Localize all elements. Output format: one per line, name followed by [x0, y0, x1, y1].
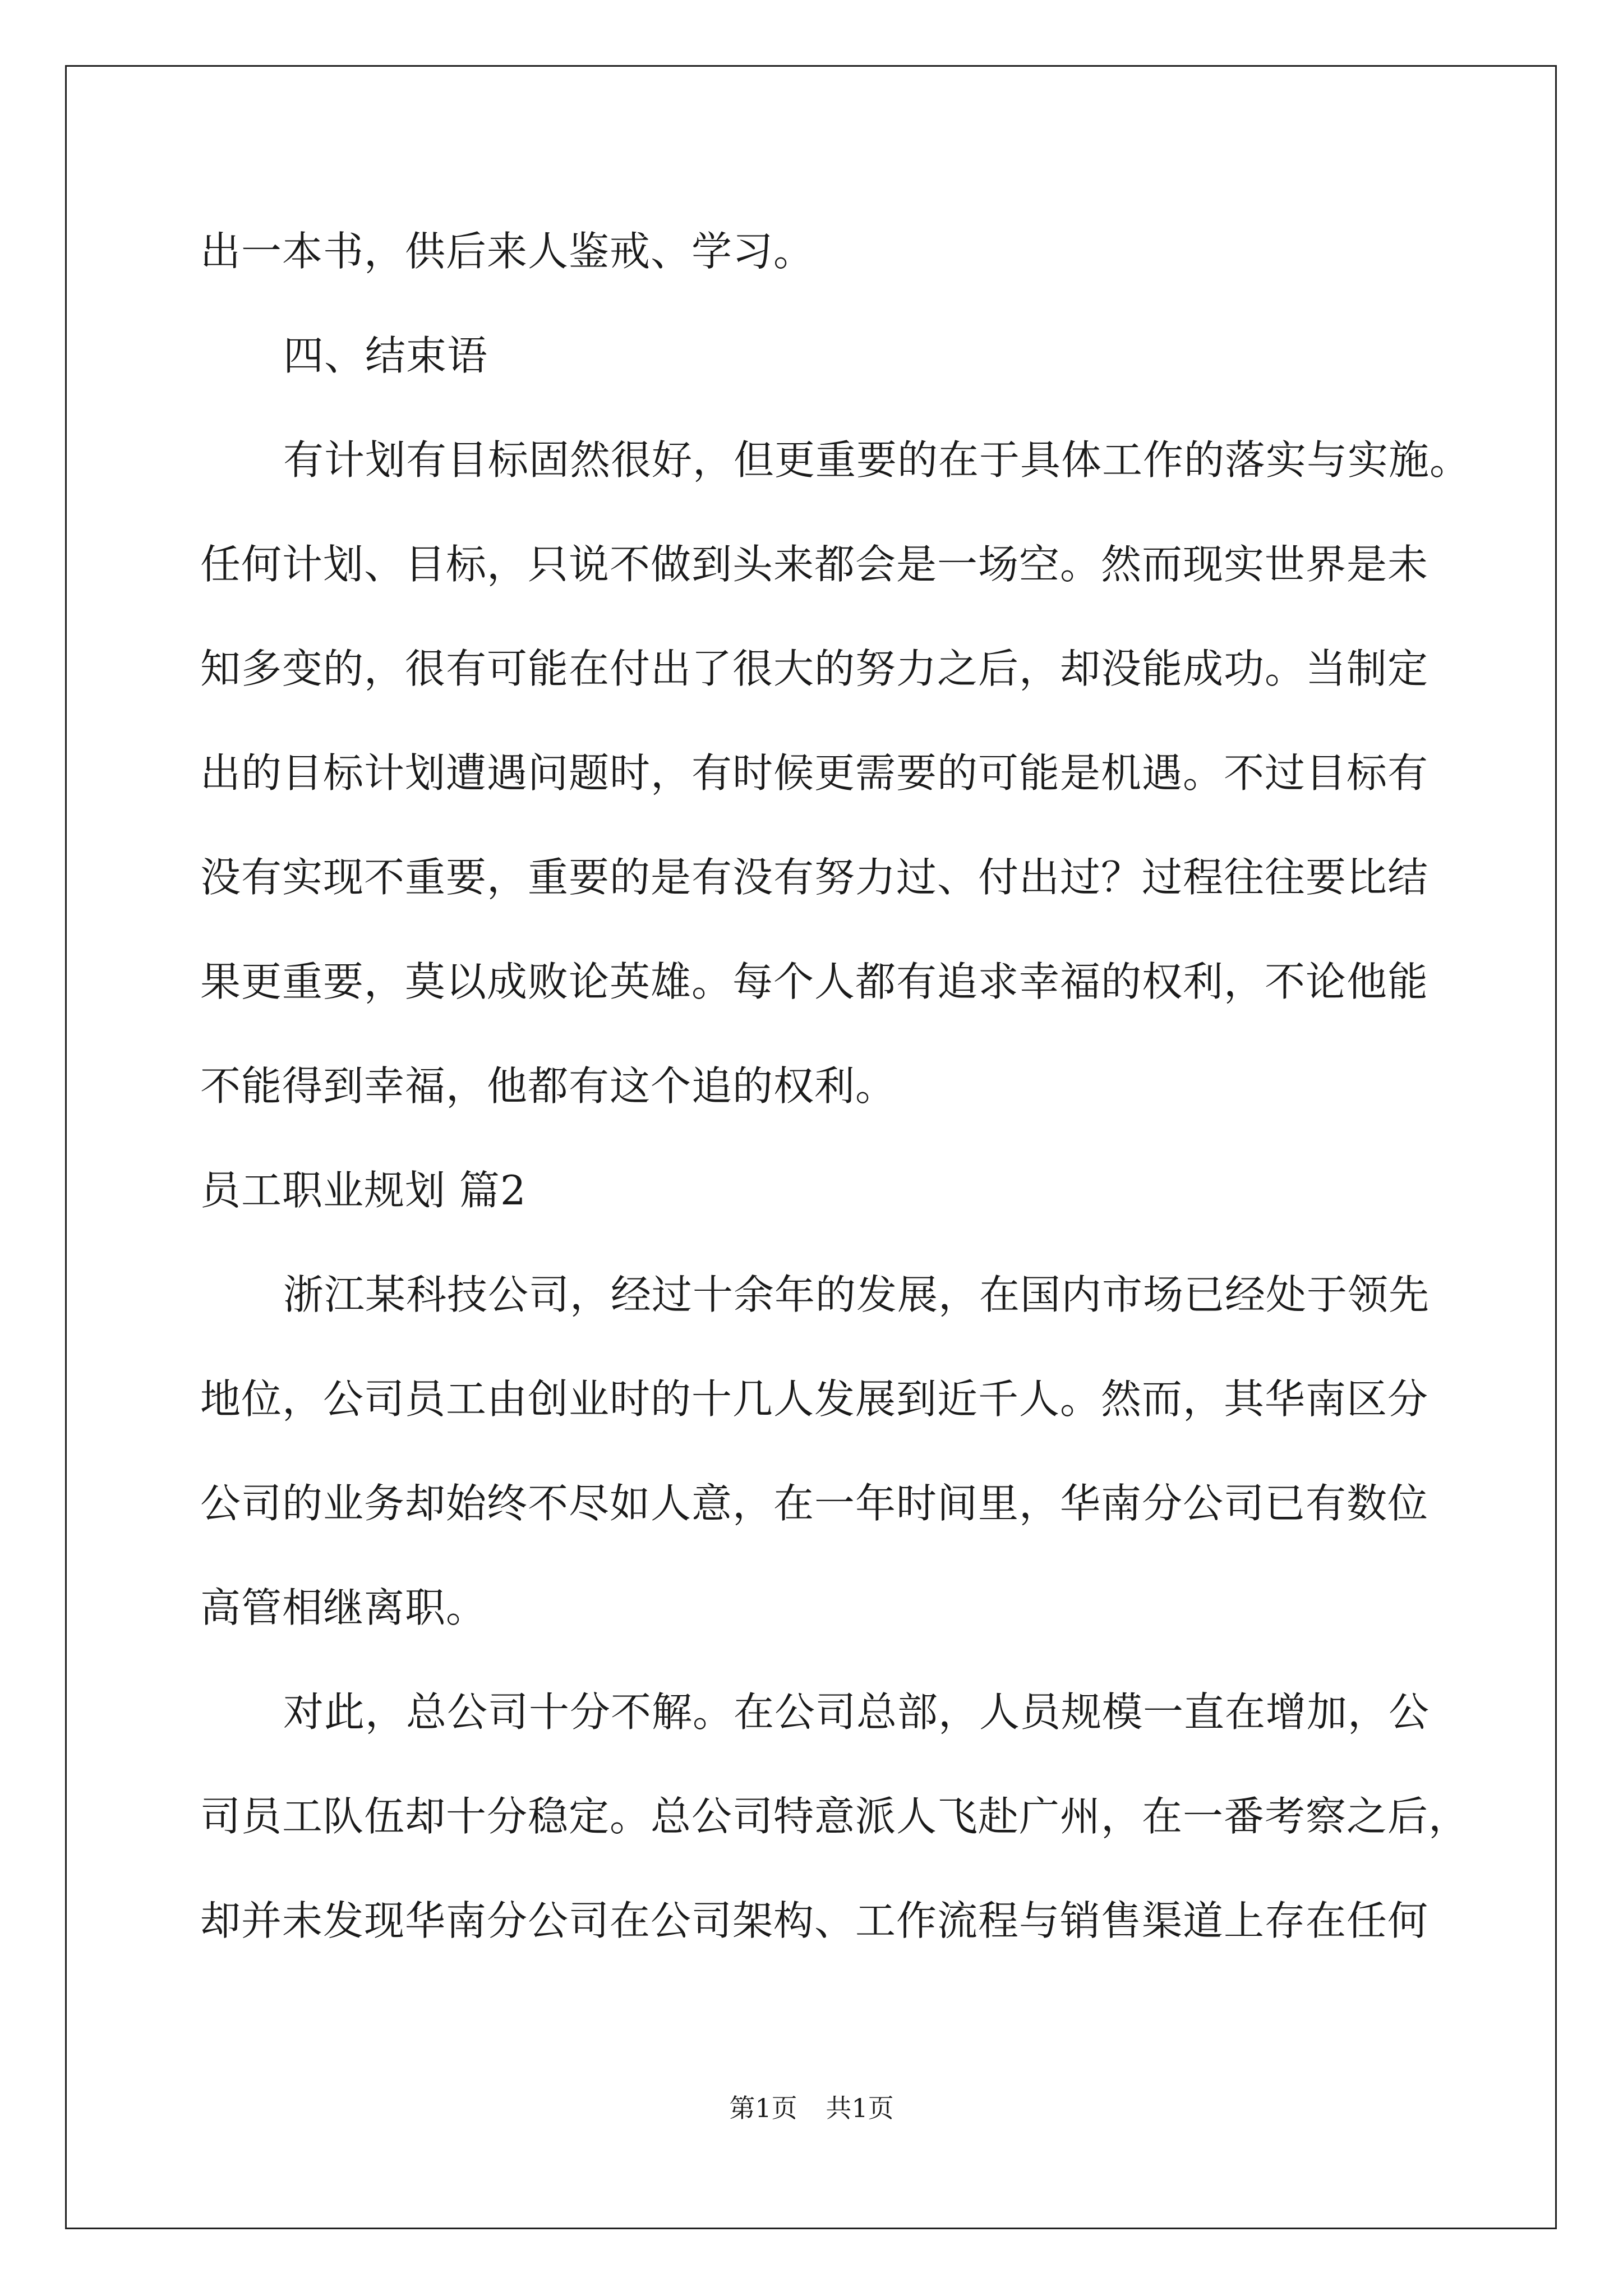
text-line: 有计划有目标固然很好，但更重要的在于具体工作的落实与实施。	[283, 436, 1471, 484]
text-line: 不能得到幸福，他都有这个追的权利。	[200, 1062, 897, 1110]
page-footer	[0, 2088, 1623, 2125]
text-line: 司员工队伍却十分稳定。总公司特意派人飞赴广州，在一番考察之后，	[200, 1793, 1470, 1840]
text-line: 没有实现不重要，重要的是有没有努力过、付出过？过程往往要比结	[200, 854, 1429, 901]
text-line: 却并未发现华南分公司在公司架构、工作流程与销售渠道上存在任何	[200, 1897, 1429, 1944]
text-line: 任何计划、目标，只说不做到头来都会是一场空。然而现实世界是未	[200, 541, 1429, 588]
article-title: 员工职业规划 篇2	[200, 1167, 527, 1214]
text-line: 果更重要，莫以成败论英雄。每个人都有追求幸福的权利，不论他能	[200, 958, 1429, 1005]
text-line: 知多变的，很有可能在付出了很大的努力之后，却没能成功。当制定	[200, 645, 1429, 692]
page-number: 第1页	[729, 2093, 797, 2123]
text-line: 地位，公司员工由创业时的十几人发展到近千人。然而，其华南区分	[200, 1375, 1429, 1423]
document-body	[200, 199, 1471, 1973]
section-heading: 四、结束语	[283, 332, 488, 379]
text-line: 公司的业务却始终不尽如人意，在一年时间里，华南分公司已有数位	[200, 1480, 1429, 1527]
text-line: 对此，总公司十分不解。在公司总部，人员规模一直在增加，公	[283, 1688, 1430, 1736]
page-total: 共1页	[826, 2093, 894, 2123]
text-line: 浙江某科技公司，经过十余年的发展，在国内市场已经处于领先	[283, 1271, 1430, 1318]
text-line: 出一本书，供后来人鉴戒、学习。	[200, 228, 815, 275]
text-line: 出的目标计划遭遇问题时，有时候更需要的可能是机遇。不过目标有	[200, 749, 1429, 797]
text-line: 高管相继离职。	[200, 1584, 487, 1631]
